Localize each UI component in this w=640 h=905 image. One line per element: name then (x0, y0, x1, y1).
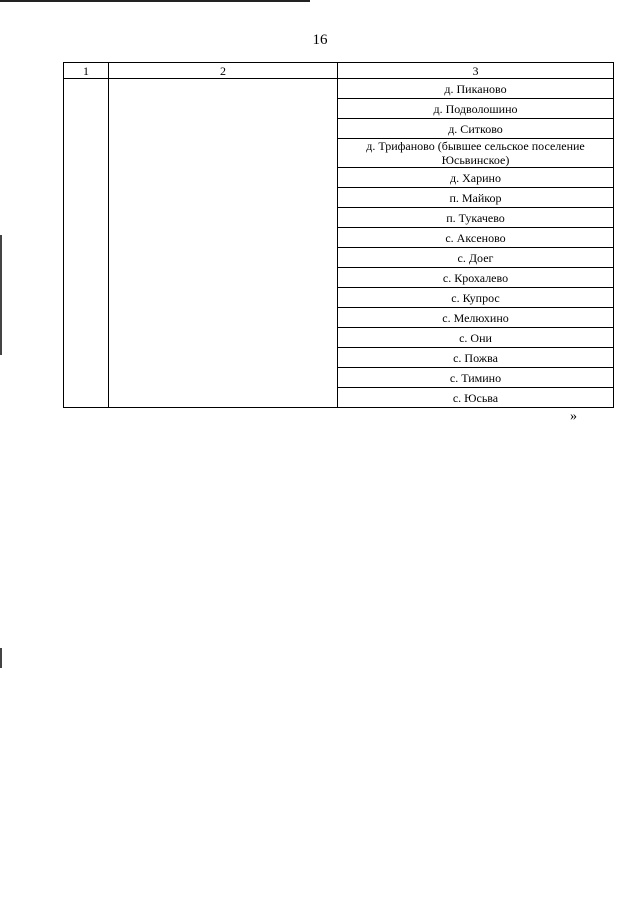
column-2-merged-cell (109, 79, 338, 408)
settlement-name-cell: д. Харино (338, 168, 614, 188)
settlement-name-cell: с. Крохалево (338, 268, 614, 288)
settlement-name-cell: д. Подволошино (338, 99, 614, 119)
table-header-row (64, 63, 614, 79)
settlement-name-cell: п. Майкор (338, 188, 614, 208)
table-row (64, 79, 614, 99)
column-header-3: 3 (338, 63, 614, 79)
column-header-1: 1 (64, 63, 109, 79)
settlement-name-cell: с. Пожва (338, 348, 614, 368)
settlement-name-cell: с. Юсьва (338, 388, 614, 408)
column-header-2: 2 (109, 63, 338, 79)
closing-quote-mark: » (570, 409, 577, 424)
settlement-name-cell: с. Аксеново (338, 228, 614, 248)
page-number: 16 (312, 32, 328, 48)
scan-artifact-left-edge (0, 648, 2, 668)
settlement-name-cell: д. Пиканово (338, 79, 614, 99)
settlement-name-cell: с. Купрос (338, 288, 614, 308)
column-1-merged-cell (64, 79, 109, 408)
settlements-table (63, 62, 614, 408)
table-body (64, 63, 614, 408)
settlement-name-cell: д. Трифаново (бывшее сельское поселение Юсьвинское) (338, 139, 614, 168)
scan-artifact-top-line (0, 0, 310, 2)
settlement-name-cell: с. Доег (338, 248, 614, 268)
settlement-name-cell: п. Тукачево (338, 208, 614, 228)
settlement-name-cell: с. Тимино (338, 368, 614, 388)
scan-artifact-left-edge (0, 235, 2, 355)
settlement-name-cell: с. Они (338, 328, 614, 348)
settlement-name-cell: с. Мелюхино (338, 308, 614, 328)
settlement-name-cell: д. Ситково (338, 119, 614, 139)
